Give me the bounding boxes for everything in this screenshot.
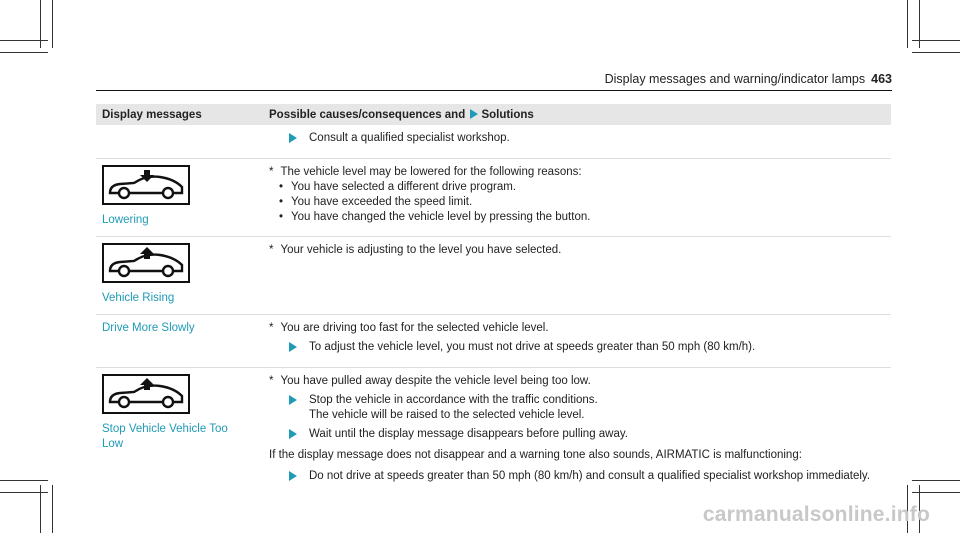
crop-mark [912,40,960,41]
list-item: • You have exceeded the speed limit. [277,195,885,210]
page-number: 463 [871,72,892,86]
crop-mark [52,485,53,533]
message-cell [96,159,263,237]
message-label: Stop Vehicle Vehicle Too Low [102,423,228,450]
message-label: Lowering [102,214,149,226]
cause-description: The vehicle level may be lowered for the following reasons: [280,166,582,178]
cause-text [269,321,885,336]
display-messages-table [96,104,891,496]
asterisk: * [269,322,274,334]
message-label: Drive More Slowly [102,322,195,334]
action-arrow-icon [470,109,478,119]
action-text: Stop the vehicle in accordance with the traffic conditions. [309,394,598,406]
crop-mark [0,40,48,41]
car-rising-icon [102,243,190,283]
crop-mark [907,0,908,48]
table-row [96,237,891,315]
action-arrow-icon [289,429,297,439]
action-text: Wait until the display message disappears before pulling away. [309,428,628,440]
watermark: carmanualsonline.info [702,503,930,526]
table-row [96,125,891,159]
crop-mark [52,0,53,48]
action-step [269,340,885,355]
asterisk: * [269,166,274,178]
table-header-row [96,104,891,125]
message-cell [96,315,263,368]
car-lowering-icon [102,165,190,205]
action-step [269,469,885,484]
header-rule [96,90,892,91]
crop-mark [0,52,48,53]
list-item: • You have changed the vehicle level by pressing the button. [277,210,885,225]
solution-cell [263,159,891,237]
cause-text [269,243,885,258]
message-cell [96,237,263,315]
cause-description: You are driving too fast for the selected vehicle level. [280,322,549,334]
cause-description: You have pulled away despite the vehicle level being too low. [280,375,591,387]
col-header-solutions-text: Solutions [481,108,534,121]
crop-mark [912,52,960,53]
col-header-causes-text: Possible causes/consequences and [269,108,466,121]
message-label: Vehicle Rising [102,292,175,304]
action-text: Consult a qualified specialist workshop. [309,132,510,144]
action-text: Do not drive at speeds greater than 50 mph (80 km/h) and consult a qualified specialist workshop immediately. [309,470,871,482]
table-row [96,159,891,237]
action-result-text: The vehicle will be raised to the selected vehicle level. [309,409,585,421]
action-arrow-icon [289,471,297,481]
action-step [269,393,885,423]
cause-text [269,374,885,389]
col-header-causes-solutions [263,104,891,125]
solution-cell [263,315,891,368]
crop-mark [0,492,48,493]
action-step [269,131,885,146]
crop-mark [912,492,960,493]
asterisk: * [269,375,274,387]
table-row [96,368,891,497]
cause-description: Your vehicle is adjusting to the level you have selected. [280,244,562,256]
col-header-display-messages: Display messages [96,104,263,125]
action-arrow-icon [289,133,297,143]
solution-cell [263,125,891,159]
solution-cell [263,237,891,315]
list-item: • You have selected a different drive program. [277,180,885,195]
page-header [605,72,892,86]
car-rising-icon [102,374,190,414]
action-arrow-icon [289,395,297,405]
action-arrow-icon [289,342,297,352]
asterisk: * [269,244,274,256]
crop-mark [912,480,960,481]
crop-mark [0,480,48,481]
cause-text [269,165,885,180]
malfunction-note: If the display message does not disappear and a warning tone also sounds, AIRMATIC is malfunctioning: [269,449,802,461]
solution-cell [263,368,891,497]
page-header-title: Display messages and warning/indicator lamps [604,72,866,86]
action-step [269,427,885,442]
message-cell [96,125,263,159]
message-cell [96,368,263,497]
table-row [96,315,891,368]
action-text: To adjust the vehicle level, you must not drive at speeds greater than 50 mph (80 km/h). [309,341,756,353]
